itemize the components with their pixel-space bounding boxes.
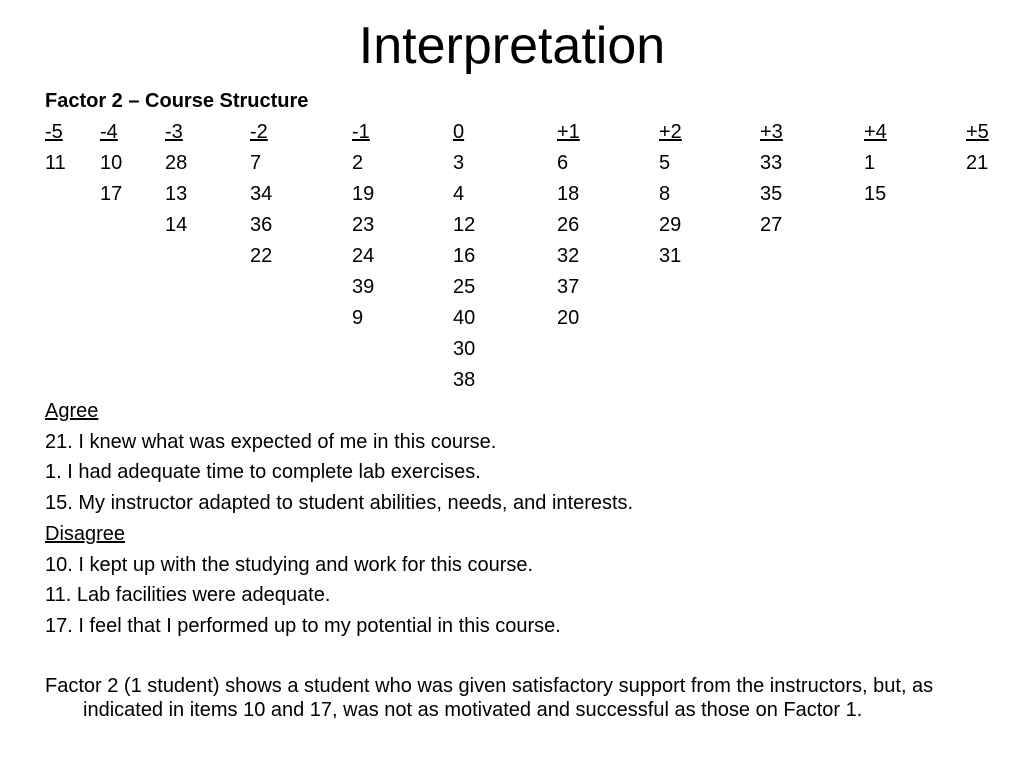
statement-number: 29	[659, 214, 682, 236]
score-header: -1	[352, 121, 370, 143]
grid-row	[0, 366, 1024, 397]
score-header: -4	[100, 121, 118, 143]
agree-heading: Agree	[45, 400, 99, 422]
statement-number: 5	[659, 152, 671, 174]
score-header: +4	[864, 121, 887, 143]
statement-number: 18	[557, 183, 580, 205]
statement-number: 28	[165, 152, 188, 174]
statement-number: 1	[864, 152, 876, 174]
statement-number: 7	[250, 152, 262, 174]
agree-item: 21. I knew what was expected of me in this course.	[45, 430, 497, 453]
statement-number: 25	[453, 276, 476, 298]
statement-number: 8	[659, 183, 671, 205]
grid-row	[0, 180, 1024, 211]
disagree-item: 11. Lab facilities were adequate.	[45, 584, 331, 607]
statement-number: 39	[352, 276, 375, 298]
statement-number: 38	[453, 369, 476, 391]
score-header: +1	[557, 121, 580, 143]
factor-subtitle: Factor 2 – Course Structure	[45, 90, 309, 112]
grid-row	[0, 304, 1024, 335]
grid-header-row	[0, 118, 1024, 149]
statement-number: 27	[760, 214, 783, 236]
statement-number: 14	[165, 214, 188, 236]
statement-number: 19	[352, 183, 375, 205]
score-header: +2	[659, 121, 682, 143]
grid-row	[0, 335, 1024, 366]
grid-row	[0, 242, 1024, 273]
statement-number: 10	[100, 152, 123, 174]
disagree-item: 10. I kept up with the studying and work for this course.	[45, 553, 534, 576]
grid-row	[0, 211, 1024, 242]
statement-number: 13	[165, 183, 188, 205]
agree-item: 1. I had adequate time to complete lab exercises.	[45, 461, 481, 484]
q-sort-grid	[0, 118, 1024, 397]
statement-number: 17	[100, 183, 123, 205]
score-header: -5	[45, 121, 63, 143]
statement-number: 32	[557, 245, 580, 267]
statement-number: 33	[760, 152, 783, 174]
statement-number: 3	[453, 152, 465, 174]
interpretation-list	[45, 396, 1005, 642]
statement-number: 21	[966, 152, 989, 174]
statement-number: 15	[864, 183, 887, 205]
agree-item: 15. My instructor adapted to student abilities, needs, and interests.	[45, 492, 634, 515]
statement-number: 24	[352, 245, 375, 267]
statement-number: 22	[250, 245, 273, 267]
statement-number: 2	[352, 152, 364, 174]
grid-row	[0, 149, 1024, 180]
statement-number: 36	[250, 214, 273, 236]
statement-number: 34	[250, 183, 273, 205]
disagree-item: 17. I feel that I performed up to my potential in this course.	[45, 614, 561, 637]
slide-title: Interpretation	[358, 17, 666, 75]
statement-number: 23	[352, 214, 375, 236]
statement-number: 20	[557, 307, 580, 329]
score-header: +5	[966, 121, 989, 143]
disagree-heading: Disagree	[45, 522, 126, 545]
summary-paragraph: Factor 2 (1 student) shows a student who was given satisfactory support from the instructors, but, as indicated in items 10 and 17, was not as motivated and successful as those on Factor 1.	[45, 675, 934, 721]
score-header: 0	[453, 121, 465, 143]
statement-number: 31	[659, 245, 682, 267]
statement-number: 30	[453, 338, 476, 360]
statement-number: 4	[453, 183, 465, 205]
statement-number: 26	[557, 214, 580, 236]
score-header: -3	[165, 121, 183, 143]
statement-number: 37	[557, 276, 580, 298]
statement-number: 16	[453, 245, 476, 267]
statement-number: 35	[760, 183, 783, 205]
grid-row	[0, 273, 1024, 304]
statement-number: 40	[453, 307, 476, 329]
score-header: +3	[760, 121, 783, 143]
statement-number: 9	[352, 307, 364, 329]
statement-number: 6	[557, 152, 569, 174]
statement-number: 11	[45, 152, 66, 174]
score-header: -2	[250, 121, 268, 143]
statement-number: 12	[453, 214, 476, 236]
